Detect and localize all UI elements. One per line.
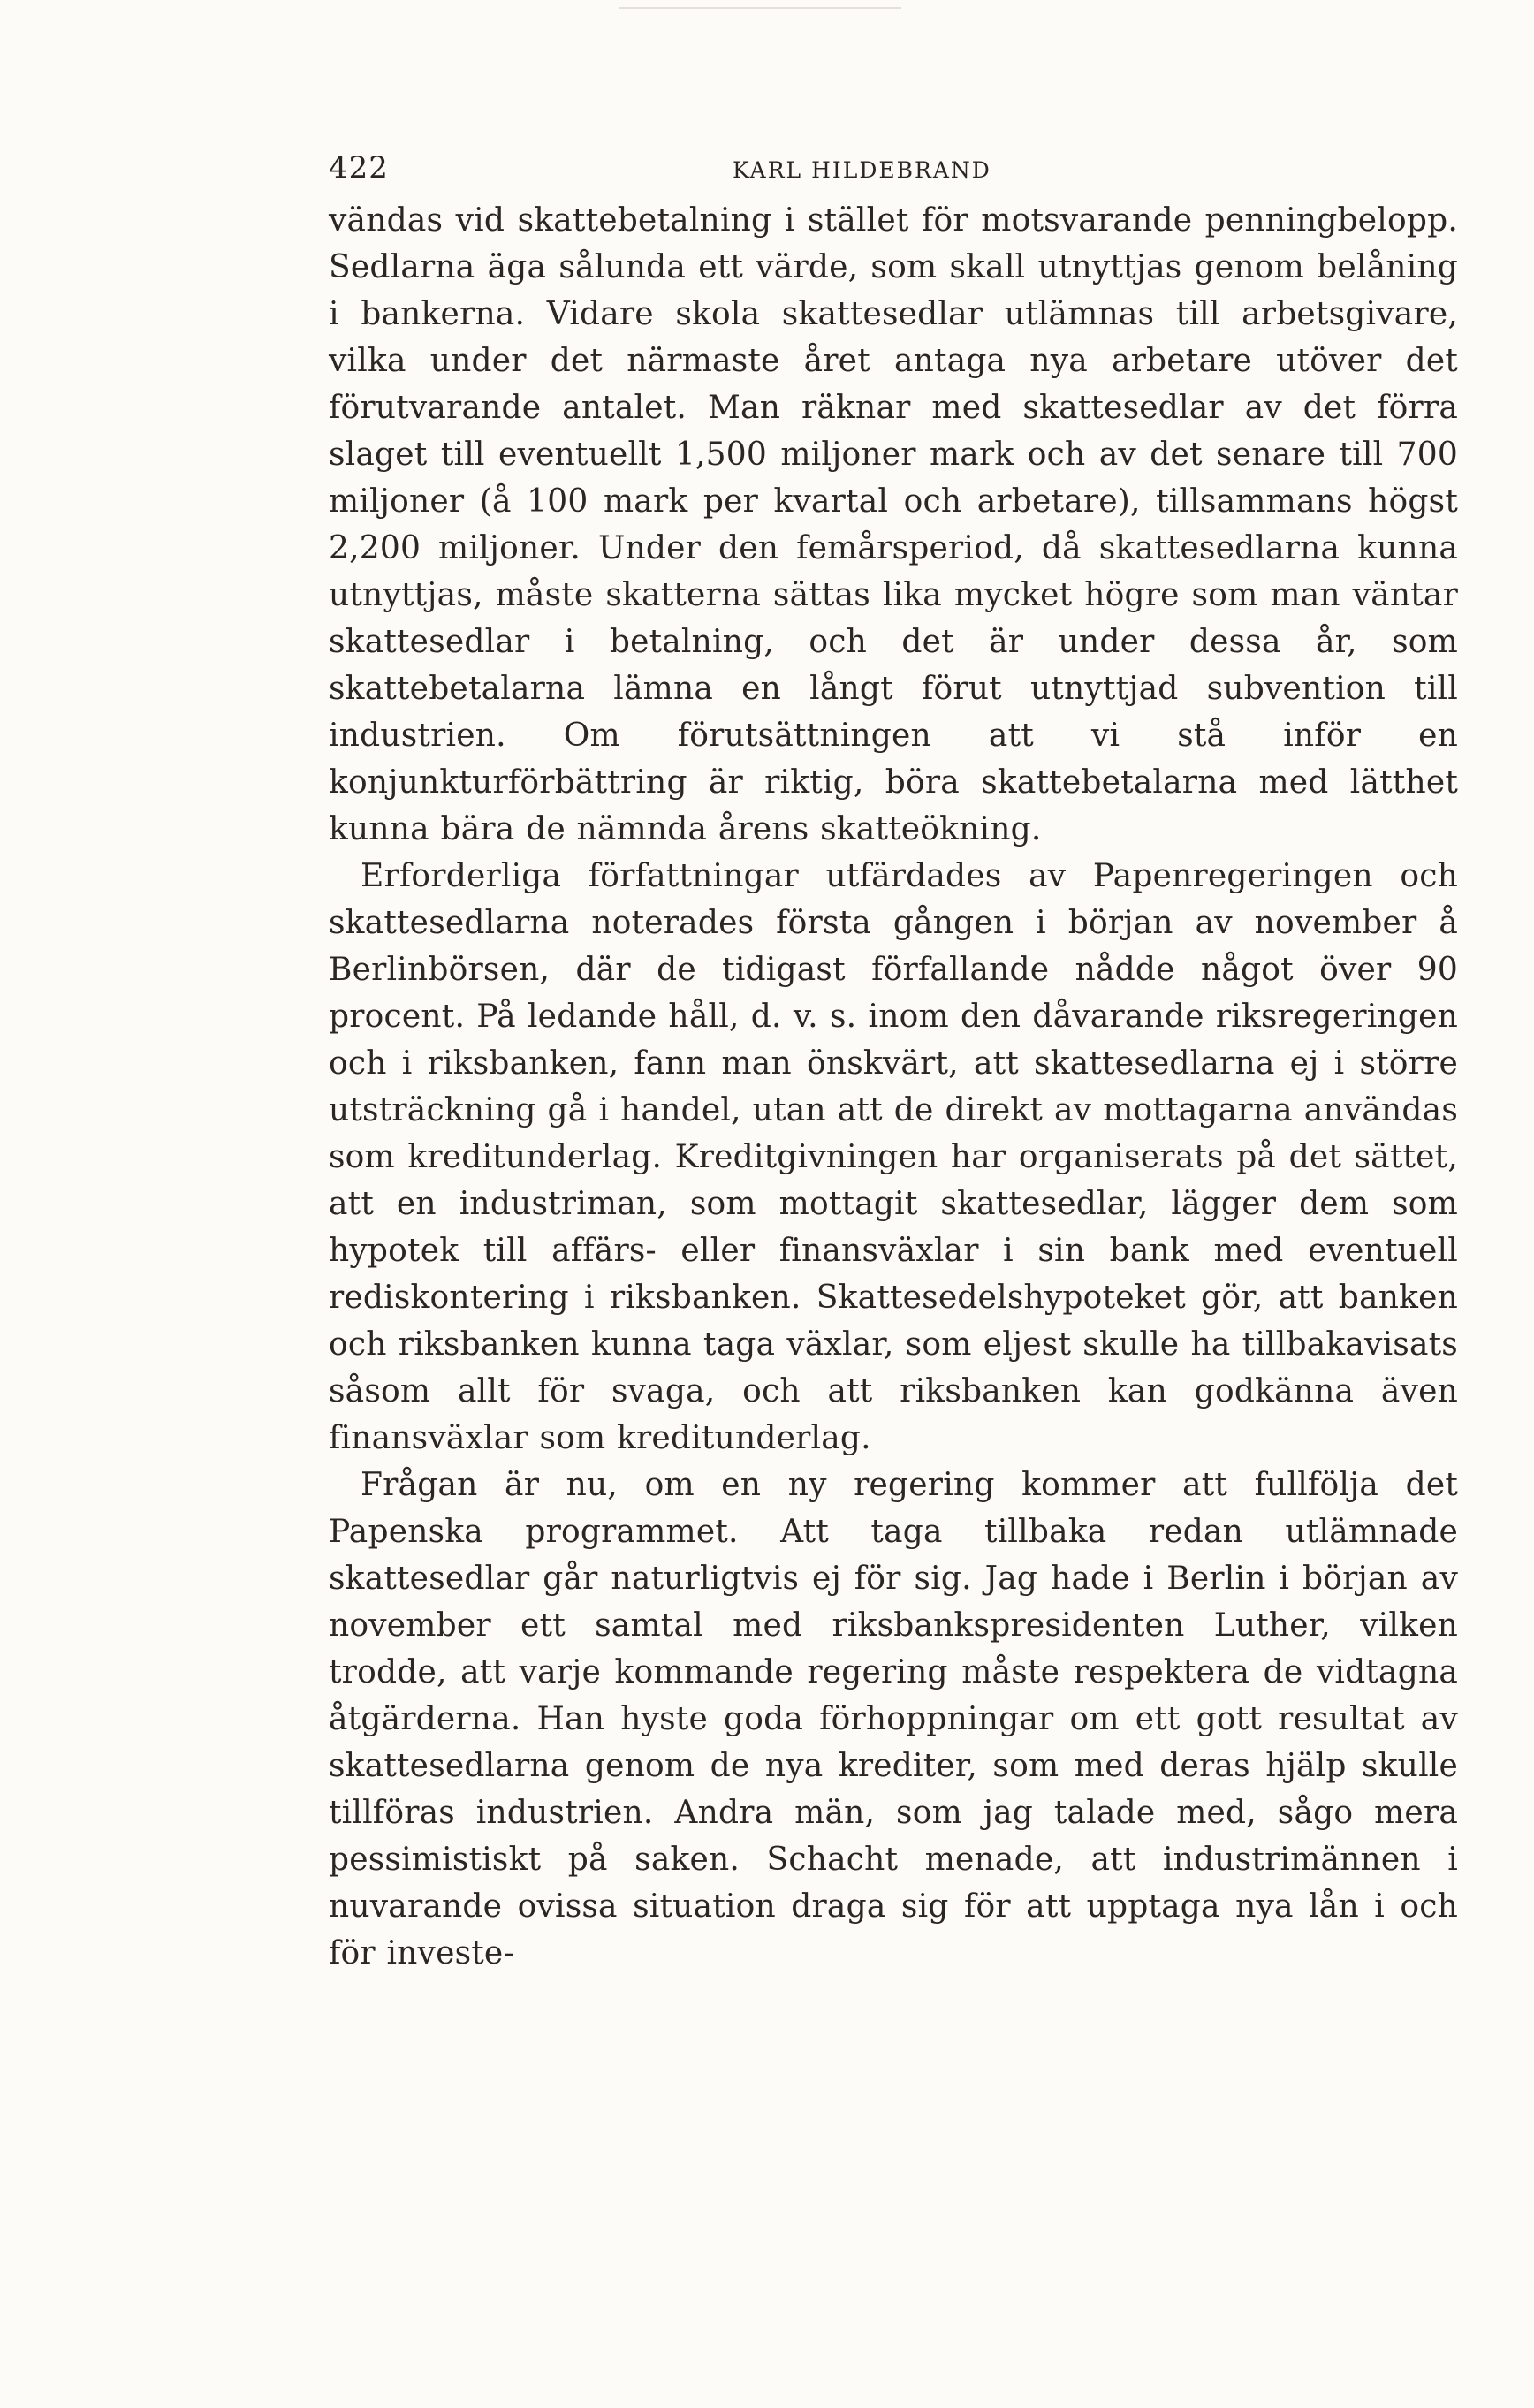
paragraph-continuation: vändas vid skattebetalning i stället för motsvarande penningbelopp. Sedlarna äga sålunda ett värde, som skall utnyttjas genom belåning i bankerna. Vidare skola skattesedlar utlämnas till arbetsgivare, vilka under det närmaste året antaga nya arbetare utöver det förutvarande antalet. Man räknar med skattesedlar av det förra slaget till eventuellt 1,500 miljoner mark och av det senare till 700 miljoner (å 100 mark per kvartal och arbetare), tillsammans högst 2,200 miljoner. Under den femårsperiod, då skattesedlarna kunna utnyttjas, måste skatterna sättas lika mycket högre som man väntar skattesedlar i betalning, och det är under dessa år, som skattebetalarna lämna en långt förut utnyttjad subvention till industrien. Om förutsättningen att vi stå inför en konjunkturförbättring är riktig, böra skattebetalarna med lätthet kunna bära de nämnda årens skatteökning.	[329, 202, 1458, 847]
page-edge-mark	[619, 7, 901, 9]
paragraph-papen-regulations: Erforderliga författningar utfärdades av Papenregeringen och skattesedlarna noterades första gången i början av november å Berlinbörsen, där de tidigast förfallande nådde något över 90 procent. På ledande håll, d. v. s. inom den dåvarande riksregeringen och i riksbanken, fann man önskvärt, att skattesedlarna ej i större utsträckning gå i handel, utan att de direkt av mottagarna användas som kreditunderlag. Kreditgivningen har organiserats på det sättet, att en industriman, som mottagit skattesedlar, lägger dem som hypotek till affärs- eller finansväxlar i sin bank med eventuell rediskontering i riksbanken. Skattesedelshypoteket gör, att banken och riksbanken kunna taga växlar, som eljest skulle ha tillbakavisats såsom allt för svaga, och att riksbanken kan godkänna även finansväxlar som kreditunderlag.	[329, 858, 1458, 1456]
page-header	[329, 150, 1458, 189]
running-head: KARL HILDEBRAND	[733, 157, 991, 183]
paragraph-new-government: Frågan är nu, om en ny regering kommer att fullfölja det Papenska programmet. Att taga tillbaka redan utlämnade skattesedlar går naturligtvis ej för sig. Jag hade i Berlin i början av november ett samtal med riksbankspresidenten Luther, vilken trodde, att varje kommande regering måste respektera de vidtagna åtgärderna. Han hyste goda förhoppningar om ett gott resultat av skattesedlarna genom de nya krediter, som med deras hjälp skulle tillföras industrien. Andra män, som jag talade med, sågo mera pessimistiskt på saken. Schacht menade, att industrimännen i nuvarande ovissa situation draga sig för att upptaga nya lån i och för investe-	[329, 1467, 1458, 1971]
page-number: 422	[329, 150, 389, 186]
body-text	[329, 197, 1458, 1977]
